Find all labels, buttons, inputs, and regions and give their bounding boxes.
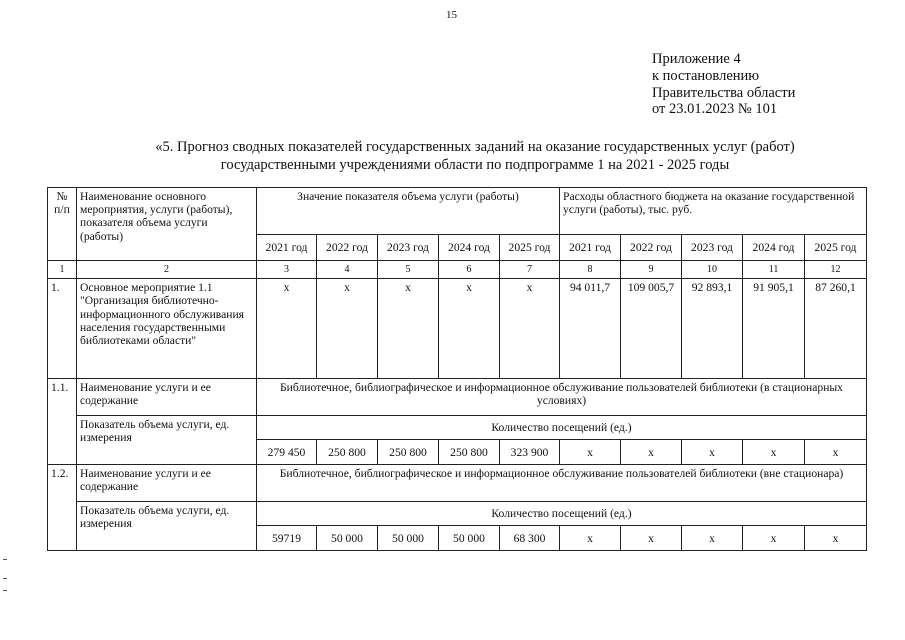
header-expense-group: Расходы областного бюджета на оказание государственной услуги (работы), тыс. руб.	[560, 188, 867, 235]
value-cell: 68 300	[500, 526, 560, 551]
expense-cell: х	[560, 440, 621, 465]
value-cell: 250 800	[317, 440, 378, 465]
service-name-label: Наименование услуги и ее содержание	[77, 379, 257, 416]
expense-cell: х	[805, 440, 867, 465]
value-cell: х	[500, 279, 560, 379]
column-number: 2	[77, 261, 257, 279]
column-number: 11	[743, 261, 805, 279]
heading-line: «5. Прогноз сводных показателей государственных заданий на оказание государственных услуг (работ)	[155, 139, 795, 155]
column-number: 1	[48, 261, 77, 279]
expense-cell: х	[621, 526, 682, 551]
expense-cell: 87 260,1	[805, 279, 867, 379]
indicator-unit: Количество посещений (ед.)	[257, 416, 867, 440]
header-expense-year: 2023 год	[682, 235, 743, 261]
header-year: 2025 год	[500, 235, 560, 261]
page-number: 15	[446, 9, 457, 21]
appendix-line: Правительства области	[652, 84, 796, 101]
value-cell: 250 800	[439, 440, 500, 465]
value-cell: х	[378, 279, 439, 379]
scan-edge-mark	[3, 578, 7, 579]
heading-line: государственными учреждениями области по подпрограмме 1 на 2021 - 2025 годы	[220, 157, 730, 173]
scan-edge-mark	[3, 590, 7, 591]
column-number: 9	[621, 261, 682, 279]
column-number: 6	[439, 261, 500, 279]
expense-cell: х	[682, 440, 743, 465]
expense-cell: 109 005,7	[621, 279, 682, 379]
value-cell: 323 900	[500, 440, 560, 465]
column-number: 8	[560, 261, 621, 279]
header-num: № п/п	[48, 188, 77, 261]
header-expense-year: 2021 год	[560, 235, 621, 261]
header-expense-year: 2025 год	[805, 235, 867, 261]
appendix-line: от 23.01.2023 № 101	[652, 101, 778, 118]
header-expense-year: 2024 год	[743, 235, 805, 261]
service-description: Библиотечное, библиографическое и информационное обслуживание пользователей библиотеки (в стационарных условиях)	[257, 379, 867, 416]
header-name: Наименование основного мероприятия, услуги (работы), показателя объема услуги (работы)	[77, 188, 257, 261]
appendix-line: к постановлению	[652, 67, 760, 84]
value-cell: х	[317, 279, 378, 379]
row-number: 1.	[48, 279, 77, 379]
column-number: 10	[682, 261, 743, 279]
header-year: 2021 год	[257, 235, 317, 261]
appendix-block	[652, 51, 795, 118]
expense-cell: х	[621, 440, 682, 465]
value-cell: 50 000	[378, 526, 439, 551]
indicator-label: Показатель объема услуги, ед. измерения	[77, 502, 257, 551]
document-heading	[80, 138, 870, 174]
header-volume-group: Значение показателя объема услуги (работы)	[257, 188, 560, 235]
scan-edge-mark	[3, 559, 7, 560]
row-number: 1.2.	[48, 465, 77, 551]
expense-cell: х	[743, 440, 805, 465]
header-expense-year: 2022 год	[621, 235, 682, 261]
row-number: 1.1.	[48, 379, 77, 465]
indicator-unit: Количество посещений (ед.)	[257, 502, 867, 526]
value-cell: 50 000	[439, 526, 500, 551]
value-cell: 59719	[257, 526, 317, 551]
expense-cell: 94 011,7	[560, 279, 621, 379]
value-cell: х	[257, 279, 317, 379]
value-cell: 50 000	[317, 526, 378, 551]
expense-cell: х	[805, 526, 867, 551]
service-name-label: Наименование услуги и ее содержание	[77, 465, 257, 502]
expense-cell: х	[560, 526, 621, 551]
column-number: 5	[378, 261, 439, 279]
header-year: 2023 год	[378, 235, 439, 261]
appendix-line: Приложение 4	[652, 51, 741, 67]
column-number: 12	[805, 261, 867, 279]
header-year: 2024 год	[439, 235, 500, 261]
value-cell: х	[439, 279, 500, 379]
indicator-label: Показатель объема услуги, ед. измерения	[77, 416, 257, 465]
activity-name: Основное мероприятие 1.1 "Организация библиотечно-информационного обслуживания населения государственными библиотеками области"	[77, 279, 257, 379]
service-description: Библиотечное, библиографическое и информационное обслуживание пользователей библиотеки (вне стационара)	[257, 465, 867, 502]
value-cell: 279 450	[257, 440, 317, 465]
expense-cell: 91 905,1	[743, 279, 805, 379]
column-number: 3	[257, 261, 317, 279]
expense-cell: 92 893,1	[682, 279, 743, 379]
column-number: 7	[500, 261, 560, 279]
expense-cell: х	[743, 526, 805, 551]
expense-cell: х	[682, 526, 743, 551]
value-cell: 250 800	[378, 440, 439, 465]
forecast-table	[47, 187, 867, 551]
header-year: 2022 год	[317, 235, 378, 261]
column-number: 4	[317, 261, 378, 279]
